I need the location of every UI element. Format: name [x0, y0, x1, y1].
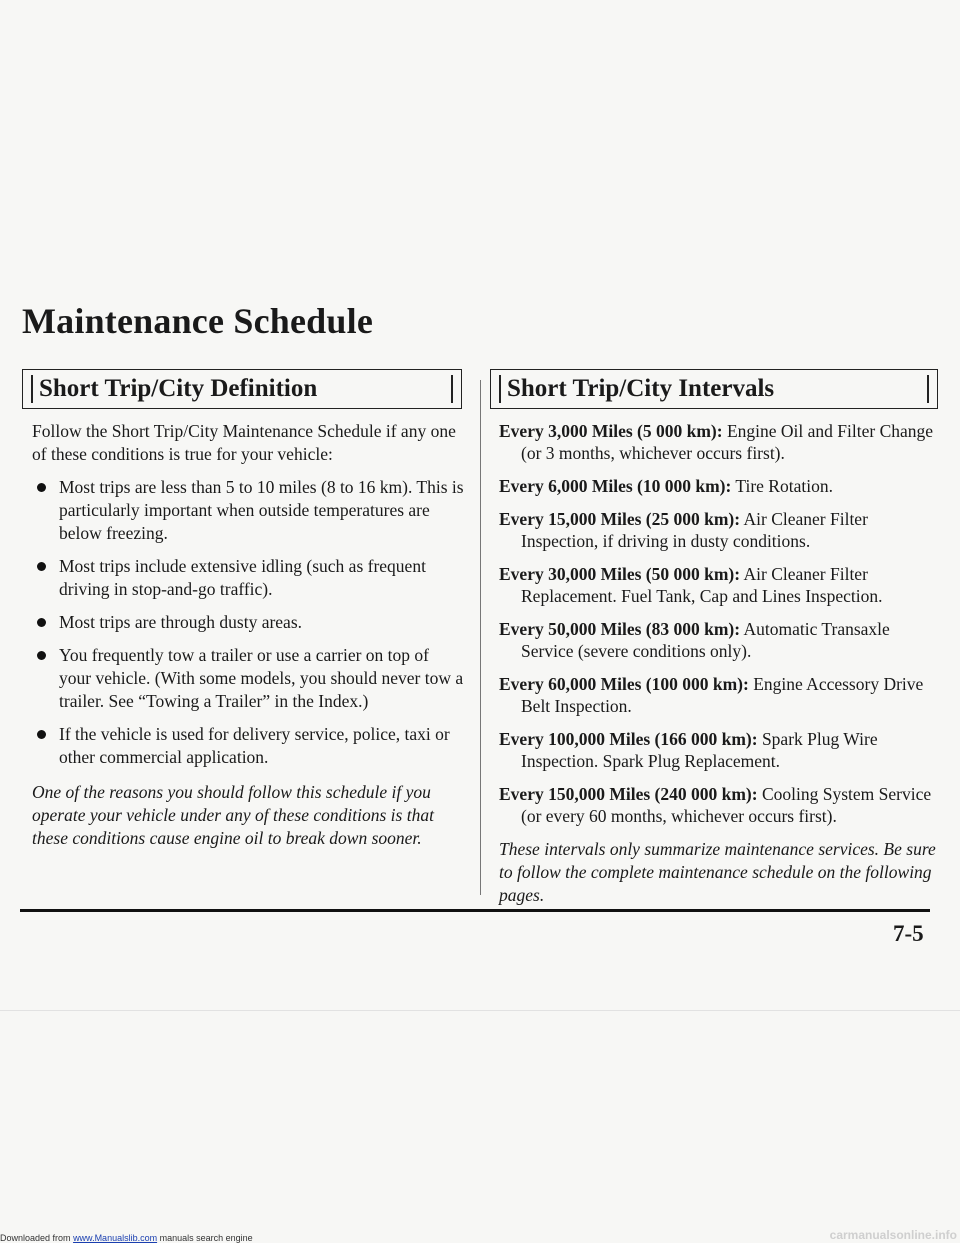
interval-item [499, 618, 939, 662]
interval-item [499, 728, 939, 772]
interval-item [499, 673, 939, 717]
intervals-section-header [490, 369, 938, 409]
condition-text: Most trips include extensive idling (such as frequent driving in stop-and-go traffic). [59, 556, 426, 599]
interval-label: Every 150,000 Miles (240 000 km): [499, 784, 758, 804]
definition-intro: Follow the Short Trip/City Maintenance Schedule if any one of these conditions is true for your vehicle: [32, 421, 456, 464]
interval-label: Every 15,000 Miles (25 000 km): [499, 509, 741, 529]
interval-item [499, 783, 939, 827]
watermark: carmanualsonline.info [829, 1228, 957, 1242]
interval-text: Automatic Transaxle Service (severe conditions only). [521, 619, 890, 661]
manualslib-link[interactable]: www.Manualslib.com [73, 1233, 158, 1243]
bullet-icon [37, 483, 46, 492]
interval-text: Air Cleaner Filter Inspection, if driving in dusty conditions. [521, 509, 868, 551]
header-bar-left [31, 375, 33, 403]
condition-item [32, 555, 464, 601]
interval-text: Engine Accessory Drive Belt Inspection. [521, 674, 924, 716]
definition-note: One of the reasons you should follow this schedule if you operate your vehicle under any of these conditions is that these conditions cause engine oil to break down sooner. [32, 782, 434, 848]
intervals-note: These intervals only summarize maintenance services. Be sure to follow the complete maintenance schedule on the following pages. [499, 839, 936, 905]
condition-item [32, 476, 464, 545]
interval-label: Every 100,000 Miles (166 000 km): [499, 729, 758, 749]
condition-item [32, 723, 464, 769]
footer-prefix: Downloaded from [0, 1233, 71, 1243]
header-bar-right [451, 375, 453, 403]
condition-item [32, 644, 464, 713]
scan-line [0, 1010, 960, 1011]
bullet-icon [37, 651, 46, 660]
bullet-icon [37, 730, 46, 739]
interval-text: Air Cleaner Filter Replacement. Fuel Tank, Cap and Lines Inspection. [521, 564, 883, 606]
interval-item [499, 420, 939, 464]
interval-text: Engine Oil and Filter Change (or 3 months, whichever occurs first). [521, 421, 934, 463]
footer-rule [20, 909, 930, 912]
definition-header-text: Short Trip/City Definition [39, 375, 318, 402]
bullet-icon [37, 618, 46, 627]
definition-column [32, 420, 464, 850]
condition-text: If the vehicle is used for delivery service, police, taxi or other commercial application. [59, 724, 450, 767]
interval-item [499, 508, 939, 552]
page-number: 7-5 [893, 921, 924, 946]
bullet-icon [37, 562, 46, 571]
footer-suffix: manuals search engine [159, 1233, 253, 1243]
header-bar-left [499, 375, 501, 403]
interval-text: Cooling System Service (or every 60 months, whichever occurs first). [521, 784, 932, 826]
interval-text: Tire Rotation. [735, 476, 833, 496]
intervals-header-text: Short Trip/City Intervals [507, 375, 775, 402]
page-title: Maintenance Schedule [22, 301, 373, 341]
interval-label: Every 60,000 Miles (100 000 km): [499, 674, 749, 694]
column-divider [480, 380, 481, 895]
interval-item [499, 475, 939, 497]
condition-list [32, 476, 464, 769]
interval-label: Every 3,000 Miles (5 000 km): [499, 421, 723, 441]
interval-item [499, 563, 939, 607]
interval-label: Every 50,000 Miles (83 000 km): [499, 619, 741, 639]
condition-item [32, 611, 464, 634]
intervals-column [499, 420, 939, 907]
interval-label: Every 6,000 Miles (10 000 km): [499, 476, 732, 496]
condition-text: You frequently tow a trailer or use a carrier on top of your vehicle. (With some models, you should never tow a trailer. See “Towing a Trailer” in the Index.) [59, 645, 464, 711]
condition-text: Most trips are through dusty areas. [59, 612, 303, 632]
interval-text: Spark Plug Wire Inspection. Spark Plug Replacement. [521, 729, 878, 771]
header-bar-right [927, 375, 929, 403]
interval-label: Every 30,000 Miles (50 000 km): [499, 564, 741, 584]
definition-section-header [22, 369, 462, 409]
condition-text: Most trips are less than 5 to 10 miles (8 to 16 km). This is particularly important when outside temperatures are below freezing. [59, 477, 464, 543]
